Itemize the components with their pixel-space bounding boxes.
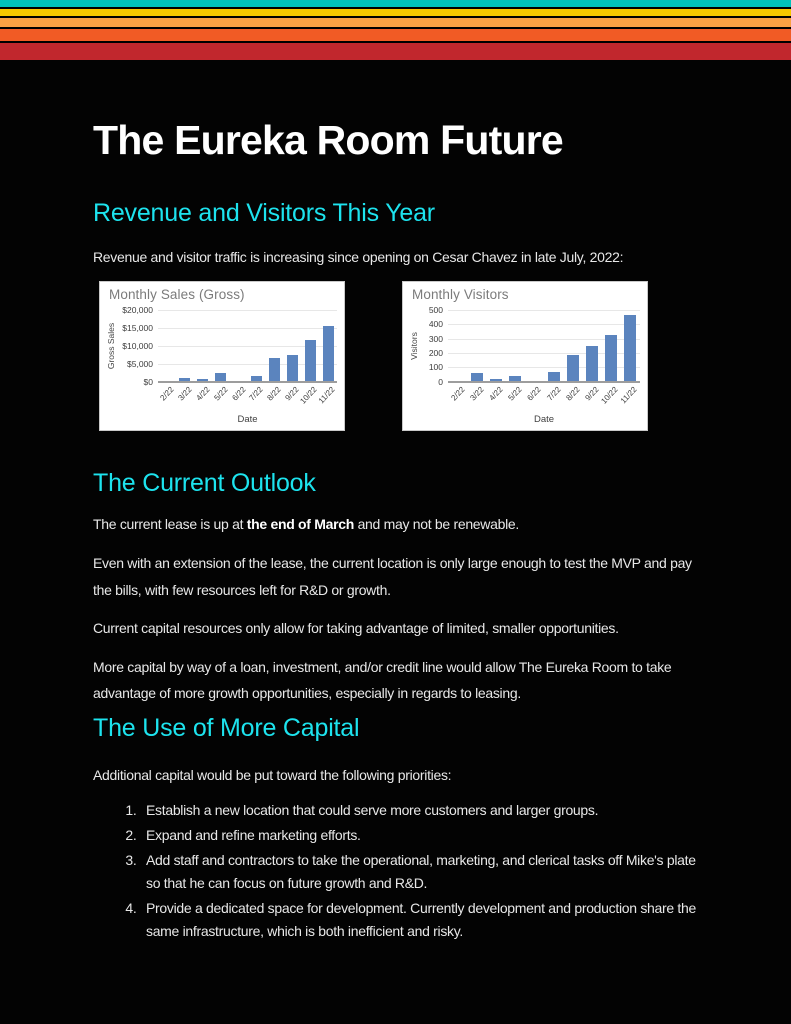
x-tick-label: 5/22 [212, 385, 230, 403]
x-tick-label: 4/22 [487, 385, 505, 403]
x-tick-label: 6/22 [525, 385, 543, 403]
lease-text-pre: The current lease is up at [93, 516, 247, 533]
chart-bar [287, 355, 298, 382]
y-tick-label: $0 [143, 376, 153, 387]
x-tick-label: 5/22 [506, 385, 524, 403]
chart-bar [605, 335, 617, 383]
x-tick-label: 9/22 [583, 385, 601, 403]
stripe-light-orange [0, 18, 791, 27]
y-tick-label: 100 [428, 362, 443, 373]
list-item: 3. Add staff and contractors to take the operational, marketing, and clerical tasks off Mike's plate so that he can focus on future growth and R&D. [140, 849, 705, 895]
charts-row [99, 281, 705, 431]
chart-bar [567, 355, 579, 382]
outlook-paragraph-extension: Even with an extension of the lease, the current location is only large enough to test the MVP and pay the bills, with few resources left for R&D or growth. [93, 555, 692, 598]
y-tick-label: 400 [428, 319, 443, 330]
x-tick-label: 8/22 [265, 385, 283, 403]
priorities-list [93, 799, 705, 944]
x-tick-label: 8/22 [564, 385, 582, 403]
stripe-red [0, 43, 791, 60]
x-tick-label: 6/22 [229, 385, 248, 403]
chart-bar [624, 315, 636, 383]
stripe-orange [0, 29, 791, 41]
chart-monthly-sales [99, 281, 345, 431]
chart-bar [305, 340, 316, 382]
document-content [0, 60, 791, 943]
stripe-teal [0, 0, 791, 7]
outlook-paragraph-lease [93, 511, 705, 538]
chart-bar [323, 326, 334, 382]
x-tick-label: 10/22 [298, 385, 319, 407]
outlook-paragraph-more-capital: More capital by way of a loan, investment, and/or credit line would allow The Eureka Room to take advantage of more growth opportunities, especially in regards to leasing. [93, 658, 672, 702]
capital-intro-paragraph: Additional capital would be put toward the following priorities: [93, 767, 452, 784]
x-tick-label: 4/22 [194, 385, 212, 403]
x-tick-label: 2/22 [448, 385, 467, 403]
y-tick-label: 300 [428, 333, 443, 344]
x-tick-label: 3/22 [468, 385, 486, 403]
heading-current-outlook: The Current Outlook [93, 469, 316, 498]
x-tick-label: 2/22 [158, 385, 176, 403]
revenue-intro-paragraph: Revenue and visitor traffic is increasing since opening on Cesar Chavez in late July, 2022: [93, 248, 624, 265]
page-title: The Eureka Room Future [93, 117, 563, 163]
heading-revenue-visitors: Revenue and Visitors This Year [93, 199, 435, 228]
x-axis-title: Date [237, 414, 258, 426]
chart-monthly-visitors [402, 281, 648, 431]
gridline [158, 328, 337, 329]
gridline [448, 324, 640, 325]
chart-title: Monthly Sales (Gross) [109, 287, 245, 303]
list-item: 2. Expand and refine marketing efforts. [140, 824, 705, 847]
x-tick-label: 7/22 [247, 385, 266, 403]
x-tick-label: 3/22 [176, 385, 194, 403]
x-tick-label: 7/22 [544, 385, 563, 403]
x-tick-label: 10/22 [599, 385, 620, 407]
lease-text-bold: the end of March [246, 516, 354, 533]
y-tick-label: $20,000 [122, 304, 153, 315]
outlook-paragraph-capital-limits: Current capital resources only allow for taking advantage of limited, smaller opportunities. [93, 620, 619, 637]
chart-title: Monthly Visitors [412, 287, 509, 303]
y-tick-label: 500 [428, 304, 443, 315]
lease-text-post: and may not be renewable. [353, 516, 519, 533]
gridline [158, 310, 337, 311]
gridline [448, 310, 640, 311]
y-axis-title: Gross Sales [106, 323, 116, 370]
x-tick-label: 9/22 [283, 385, 301, 403]
x-axis-title: Date [533, 414, 555, 426]
list-item: 1. Establish a new location that could serve more customers and larger groups. [140, 799, 705, 822]
chart-bar [269, 358, 280, 382]
y-tick-label: $15,000 [122, 322, 153, 333]
x-axis-line [158, 381, 337, 383]
plot-area [122, 304, 337, 407]
heading-use-of-capital: The Use of More Capital [93, 714, 360, 743]
rainbow-stripes [0, 0, 791, 60]
plot-area [428, 304, 640, 407]
x-tick-label: 11/22 [316, 385, 337, 406]
stripe-yellow [0, 9, 791, 16]
y-axis-title: Visitors [409, 332, 419, 361]
chart-bar [586, 346, 598, 383]
list-item: 4. Provide a dedicated space for development. Currently development and production share the same infrastructure, which is both inefficient and risky. [140, 897, 705, 943]
x-tick-label: 11/22 [619, 385, 639, 406]
y-tick-label: 0 [438, 376, 443, 387]
y-tick-label: $5,000 [127, 358, 153, 369]
y-tick-label: 200 [428, 347, 443, 358]
x-axis-line [448, 381, 640, 383]
y-tick-label: $10,000 [122, 340, 153, 351]
